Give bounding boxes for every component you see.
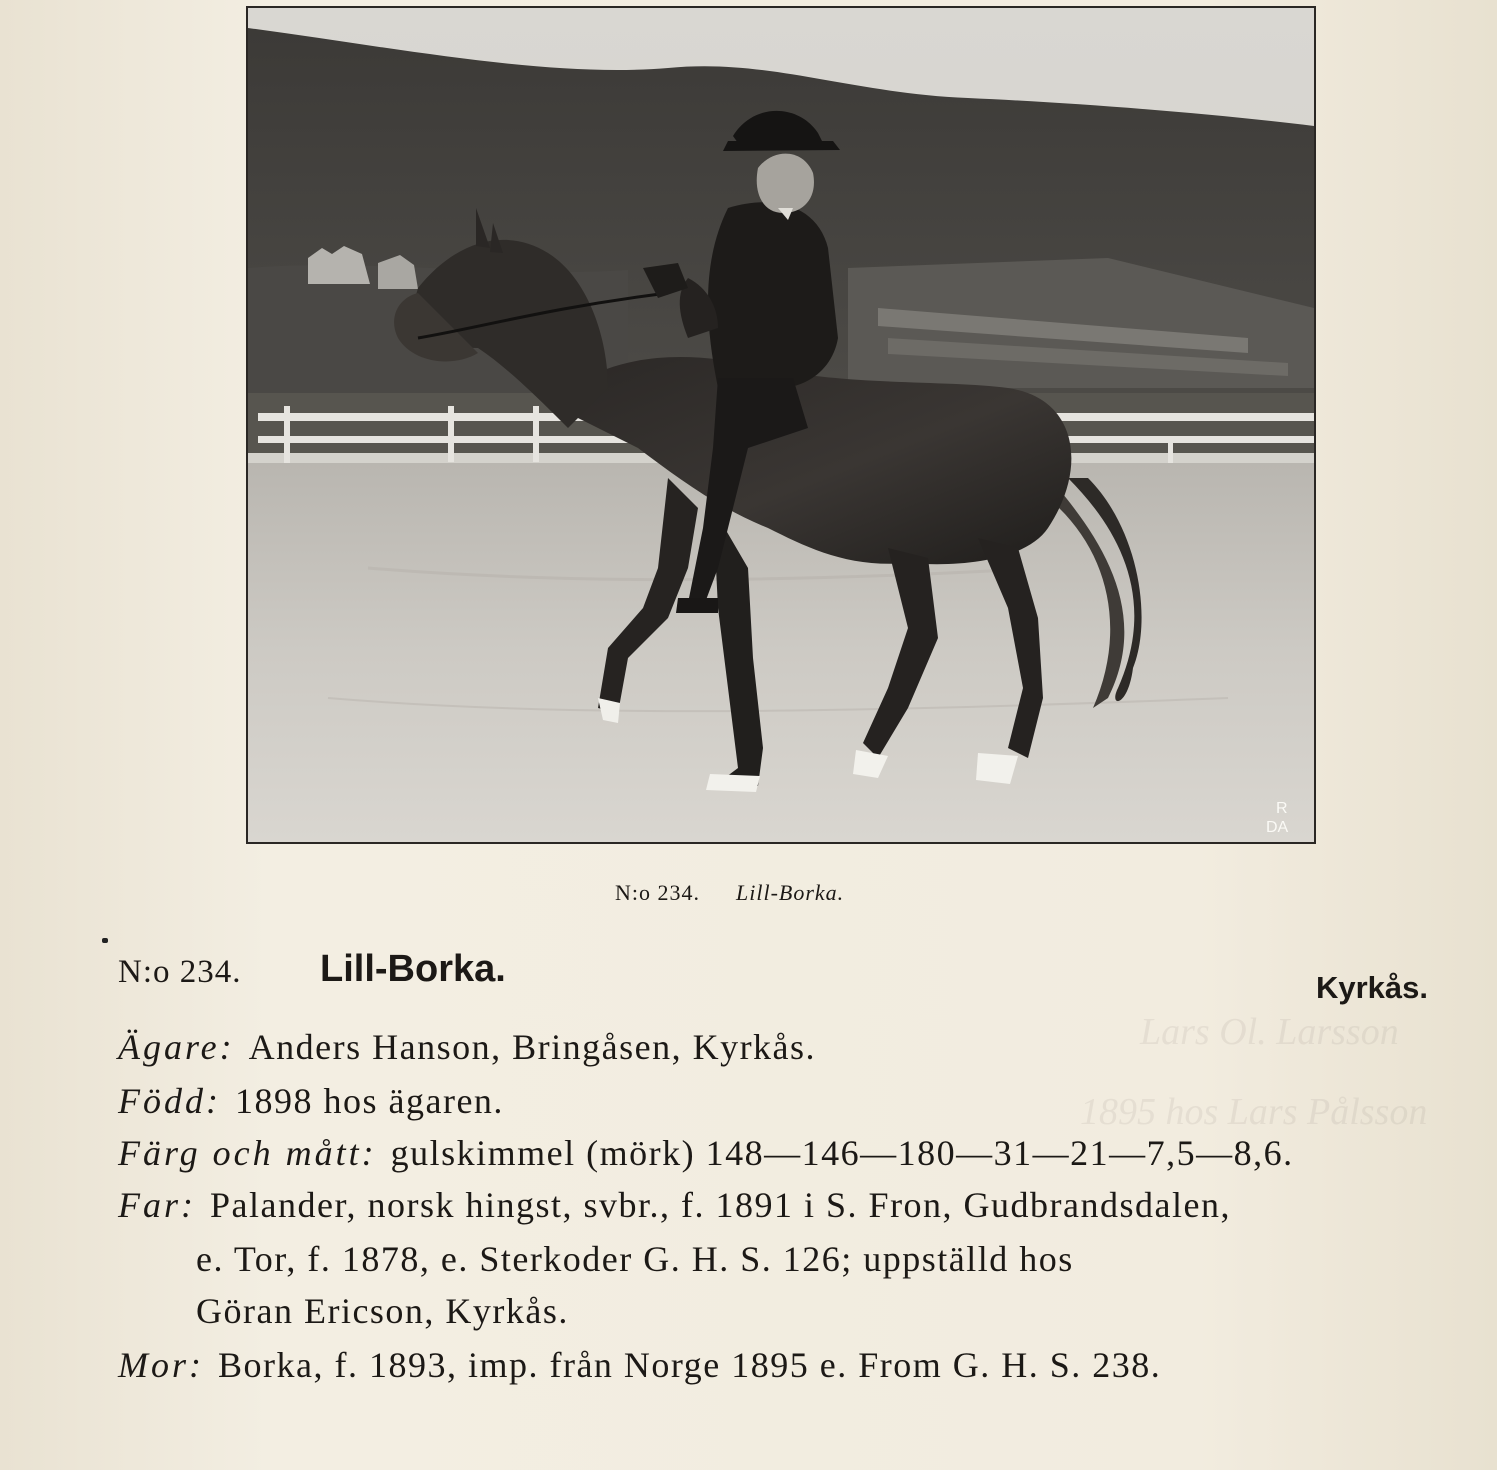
bleed-through-text: 1895 hos Lars Pålsson: [1080, 1091, 1428, 1133]
dam-value: Borka, f. 1893, imp. från Norge 1895 e. From G. H. S. 238.: [218, 1345, 1162, 1385]
caption-name: Lill-Borka.: [736, 880, 845, 905]
photo-caption: [615, 880, 844, 906]
color-measure-label: Färg och mått:: [118, 1133, 377, 1173]
caption-number: N:o 234.: [615, 880, 700, 905]
photo-illustration: [248, 8, 1314, 842]
sire-value: Palander, norsk hingst, svbr., f. 1891 i S. Fron, Gudbrandsdalen,: [210, 1185, 1231, 1225]
owner-line: [118, 1026, 816, 1068]
sire-label: Far:: [118, 1185, 196, 1225]
owner-value: Anders Hanson, Bringåsen, Kyrkås.: [248, 1027, 817, 1067]
entry-number: N:o 234.: [118, 954, 242, 990]
print-mark: [102, 938, 108, 943]
color-measure-value: gulskimmel (mörk) 148—146—180—31—21—7,5—8,6.: [390, 1133, 1294, 1173]
dam-label: Mor:: [118, 1345, 204, 1385]
entry-place: Kyrkås.: [1315, 970, 1428, 1005]
born-line: [118, 1080, 504, 1122]
sire-line: [118, 1184, 1231, 1226]
sire-line-continued-2: Göran Ericson, Kyrkås.: [196, 1291, 569, 1331]
monogram-top: R: [1276, 800, 1288, 817]
entry-header: [118, 948, 1428, 1008]
sire-line-continued: e. Tor, f. 1878, e. Sterkoder G. H. S. 126; uppställd hos: [196, 1239, 1074, 1279]
owner-label: Ägare:: [118, 1027, 235, 1067]
dam-line: [118, 1344, 1161, 1386]
monogram-bottom: DA: [1266, 819, 1289, 836]
entry-name: Lill-Borka.: [320, 948, 506, 990]
color-measure-line: [118, 1132, 1294, 1174]
bleed-through-text: Lars Ol. Larsson: [1140, 1011, 1399, 1053]
horse-photograph: [246, 6, 1316, 844]
born-label: Född:: [118, 1081, 221, 1121]
born-value: 1898 hos ägaren.: [234, 1081, 504, 1121]
